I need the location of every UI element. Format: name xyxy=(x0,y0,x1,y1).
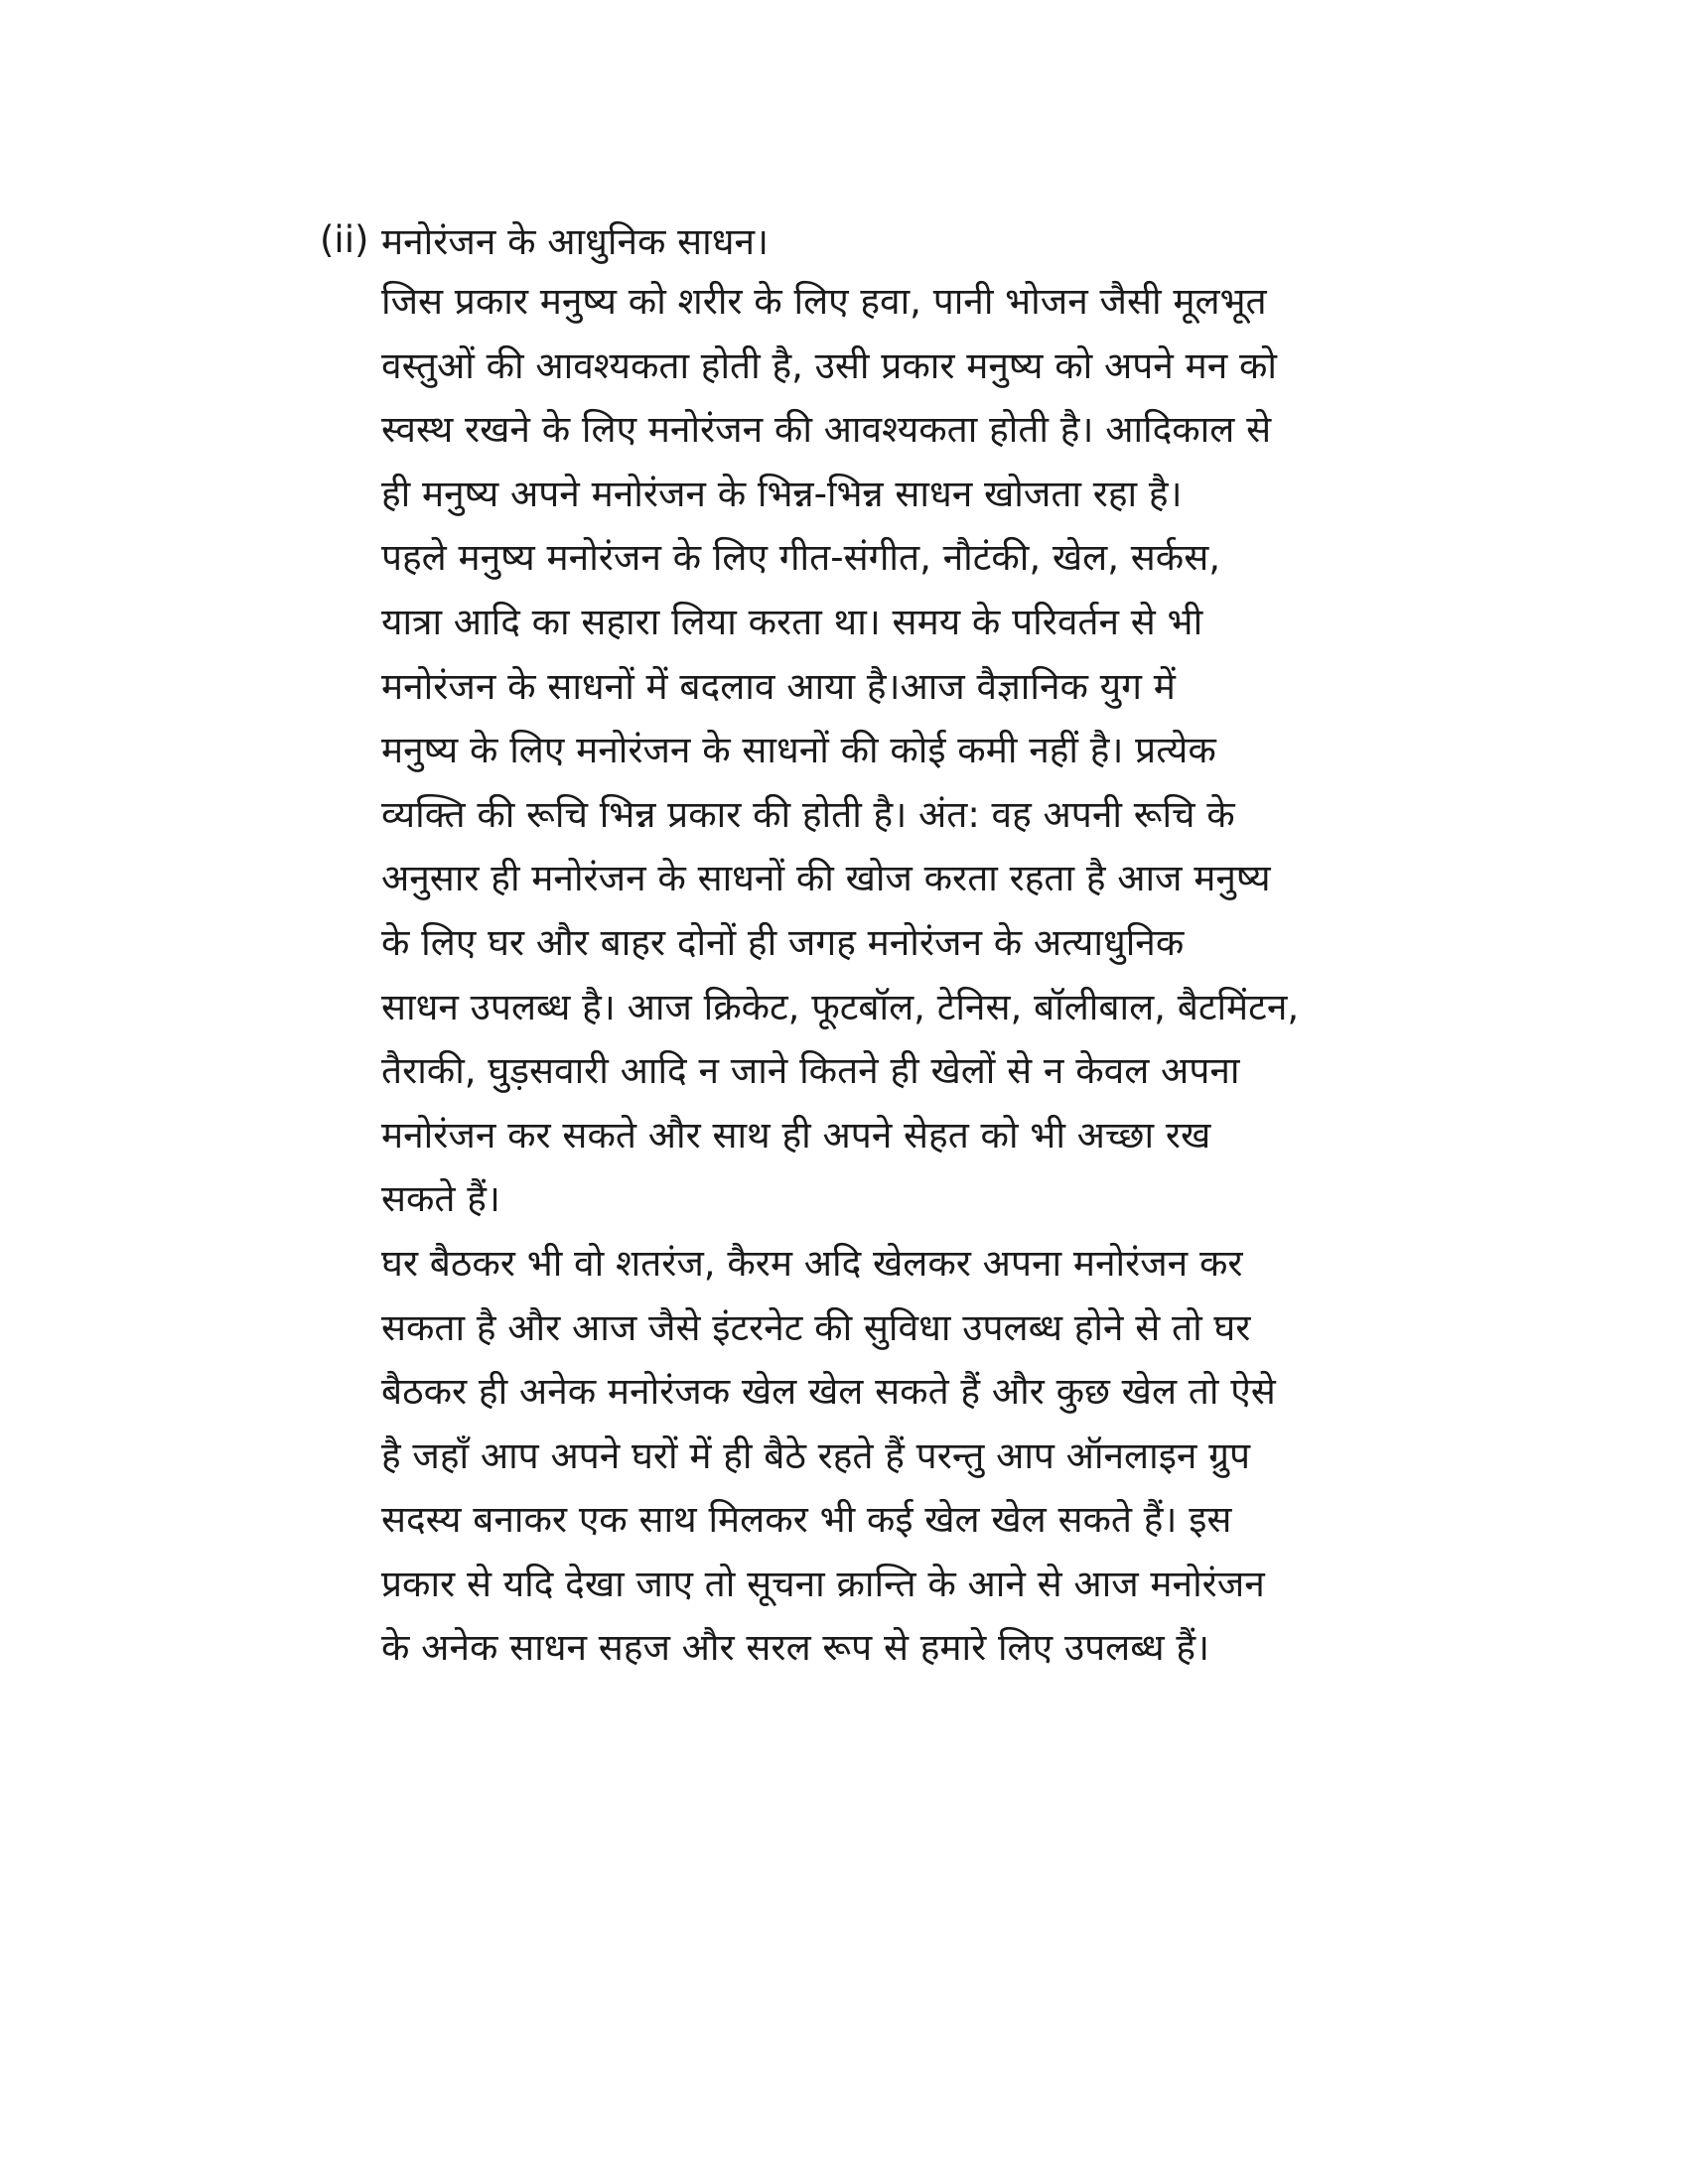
text-line: साधन उपलब्ध है। आज क्रिकेट, फूटबॉल, टेनिस, बॉलीबाल, बैटमिंटन, xyxy=(381,985,1300,1028)
text-line: घर बैठकर भी वो शतरंज, कैरम अदि खेलकर अपना मनोरंजन कर xyxy=(381,1241,1243,1285)
text-line: तैराकी, घुड़सवारी आदि न जाने कितने ही खेलों से न केवल अपना xyxy=(381,1049,1240,1093)
text-line: ही मनुष्य अपने मनोरंजन के भिन्न-भिन्न साधन खोजता रहा है। xyxy=(381,472,1183,515)
text-line: मनोरंजन कर सकते और साथ ही अपने सेहत को भी अच्छा रख xyxy=(381,1113,1211,1157)
text-line: स्वस्थ रखने के लिए मनोरंजन की आवश्यकता होती है। आदिकाल से xyxy=(381,408,1272,452)
text-line: सदस्य बनाकर एक साथ मिलकर भी कई खेल खेल सकते हैं। इस xyxy=(381,1498,1232,1542)
text-line: पहले मनुष्य मनोरंजन के लिए गीत-संगीत, नौटंकी, खेल, सर्कस, xyxy=(381,536,1220,580)
section-number: (ii) xyxy=(320,217,369,261)
text-line: के लिए घर और बाहर दोनों ही जगह मनोरंजन के अत्याधुनिक xyxy=(381,920,1185,964)
text-line: सकते हैं। xyxy=(381,1177,500,1221)
text-line: है जहाँ आप अपने घरों में ही बैठे रहते हैं परन्तु आप ऑनलाइन ग्रुप xyxy=(381,1433,1251,1477)
section-heading xyxy=(320,206,769,272)
text-line: बैठकर ही अनेक मनोरंजक खेल खेल सकते हैं और कुछ खेल तो ऐसे xyxy=(381,1370,1276,1414)
text-line: व्यक्ति की रूचि भिन्न प्रकार की होती है। अंत: वह अपनी रूचि के xyxy=(381,792,1235,836)
section-title: मनोरंजन के आधुनिक साधन। xyxy=(381,219,770,263)
text-line: प्रकार से यदि देखा जाए तो सूचना क्रान्ति के आने से आज मनोरंजन xyxy=(381,1562,1265,1605)
text-line: मनोरंजन के साधनों में बदलाव आया है।आज वैज्ञानिक युग में xyxy=(381,664,1176,708)
text-line: यात्रा आदि का सहारा लिया करता था। समय के परिवर्तन से भी xyxy=(381,600,1203,643)
text-line: के अनेक साधन सहज और सरल रूप से हमारे लिए उपलब्ध हैं। xyxy=(381,1626,1210,1670)
text-line: अनुसार ही मनोरंजन के साधनों की खोज करता रहता है आज मनुष्य xyxy=(381,857,1271,900)
text-line: जिस प्रकार मनुष्य को शरीर के लिए हवा, पानी भोजन जैसी मूलभूत xyxy=(381,280,1267,323)
text-line: मनुष्य के लिए मनोरंजन के साधनों की कोई कमी नहीं है। प्रत्येक xyxy=(381,729,1216,772)
text-line: वस्तुओं की आवश्यकता होती है, उसी प्रकार मनुष्य को अपने मन को xyxy=(381,343,1278,387)
body-text xyxy=(381,270,1299,1681)
text-line: सकता है और आज जैसे इंटरनेट की सुविधा उपलब्ध होने से तो घर xyxy=(381,1305,1251,1349)
